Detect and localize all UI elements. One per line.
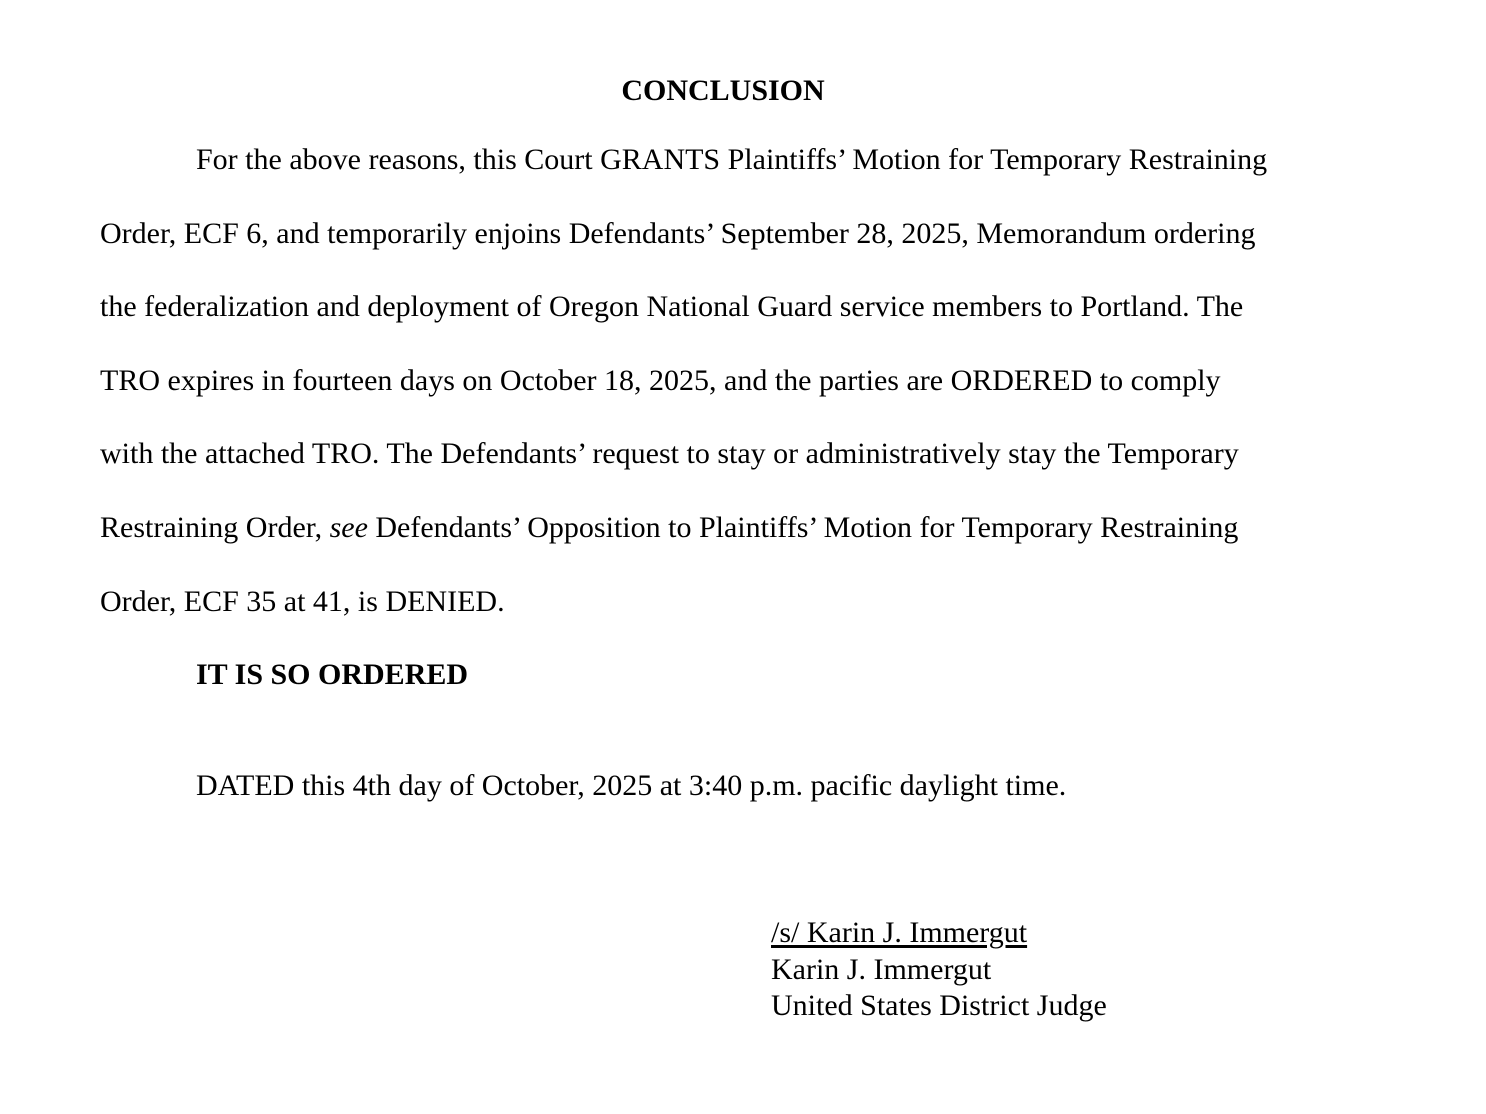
line-6-after: Defendants’ Opposition to Plaintiffs’ Motion for Temporary Restraining [367,511,1239,544]
paragraph-line-5: with the attached TRO. The Defendants’ request to stay or administratively stay the Temporary [100,437,1239,470]
electronic-signature: /s/ Karin J. Immergut [771,916,1028,949]
paragraph-line-2: Order, ECF 6, and temporarily enjoins Defendants’ September 28, 2025, Memorandum ordering [100,217,1256,250]
paragraph-line-4: TRO expires in fourteen days on October 18, 2025, and the parties are ORDERED to comply [100,364,1221,397]
paragraph-line-6 [100,509,1238,547]
citation-signal-see: see [329,511,368,544]
judge-title: United States District Judge [771,989,1107,1022]
dated-line: DATED this 4th day of October, 2025 at 3:40 p.m. pacific daylight time. [196,769,1067,802]
paragraph-line-1: For the above reasons, this Court GRANTS Plaintiffs’ Motion for Temporary Restraining [196,143,1268,176]
paragraph-line-3: the federalization and deployment of Oregon National Guard service members to Portland. The [100,290,1244,323]
section-heading: CONCLUSION [621,74,825,107]
judge-name: Karin J. Immergut [771,953,992,986]
so-ordered-statement: IT IS SO ORDERED [196,658,469,691]
paragraph-line-7: Order, ECF 35 at 41, is DENIED. [100,585,505,618]
line-6-before: Restraining Order, [100,511,330,544]
